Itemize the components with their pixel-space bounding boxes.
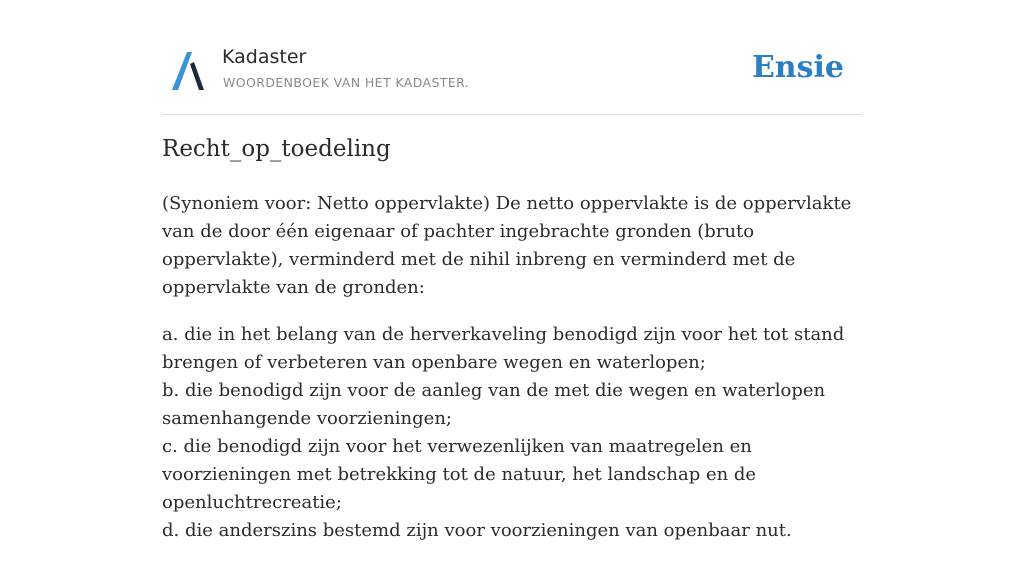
list-item: a. die in het belang van de herverkaveling benodigd zijn voor het tot stand brengen of verbeteren van openbare wegen en waterlopen; [162,324,845,373]
site-header [162,0,862,115]
kadaster-logo-icon[interactable] [170,50,204,92]
article-intro: (Synoniem voor: Netto oppervlakte) De netto oppervlakte is de oppervlakte van de door één eigenaar of pachter ingebrachte gronden (bruto oppervlakte), verminderd met de nihil inbreng en verminderd met de oppervlakte van de gronden: [162,193,852,298]
list-item: b. die benodigd zijn voor de aanleg van de met die wegen en waterlopen samenhangende voorzieningen; [162,380,826,429]
brand-name[interactable]: Kadaster [222,46,307,68]
brand-subtitle: WOORDENBOEK VAN HET KADASTER. [223,75,470,90]
list-item: c. die benodigd zijn voor het verwezenlijken van maatregelen en voorzieningen met betrekking tot de natuur, het landschap en de openluchtrecreatie; [162,436,757,513]
article-list [162,321,862,545]
list-item: d. die anderszins bestemd zijn voor voorzieningen van openbaar nut. [162,520,792,541]
ensie-logo-link[interactable]: Ensie [751,50,844,85]
page-title: Recht_op_toedeling [162,136,391,162]
article-body [162,190,862,564]
